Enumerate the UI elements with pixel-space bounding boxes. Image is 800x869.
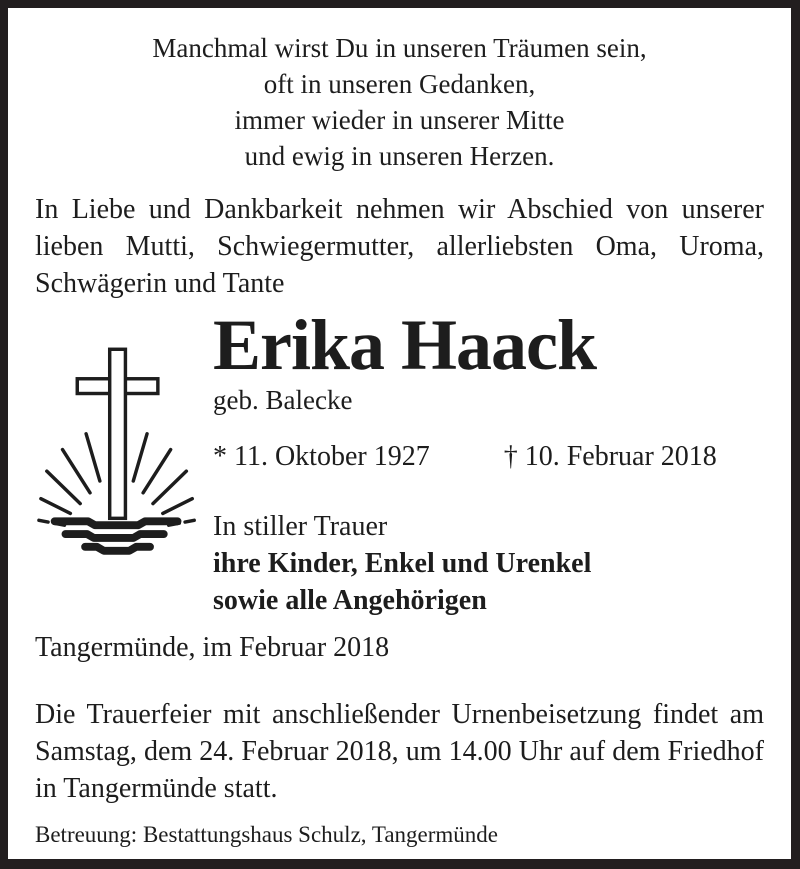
memorial-section	[35, 305, 764, 616]
mourners-line: sowie alle Angehörigen	[213, 585, 487, 616]
birth-date: * 11. Oktober 1927	[213, 441, 430, 472]
deceased-block	[213, 305, 764, 619]
intro-paragraph: In Liebe und Dankbarkeit nehmen wir Abschied von unserer lieben Mutti, Schwiegermutter, allerliebsten Oma, Uroma, Schwägerin und Tante	[35, 194, 764, 299]
ceremony-paragraph: Die Trauerfeier mit anschließender Urnenbeisetzung findet am Samstag, dem 24. Februar 2018, um 14.00 Uhr auf dem Friedhof in Tangermünde statt.	[35, 699, 764, 804]
cross-with-rays-icon	[35, 344, 207, 558]
poem-line: oft in unseren Gedanken,	[263, 69, 536, 99]
maiden-name: geb. Balecke	[213, 385, 353, 415]
poem-line: und ewig in unseren Herzen.	[244, 141, 555, 171]
place-and-date: Tangermünde, im Februar 2018	[35, 632, 390, 663]
poem	[35, 30, 764, 174]
life-dates	[213, 441, 764, 473]
poem-line: Manchmal wirst Du in unseren Träumen sein,	[152, 33, 647, 63]
mourning-intro: In stiller Trauer	[213, 511, 388, 542]
poem-line: immer wieder in unserer Mitte	[234, 105, 565, 135]
death-date: † 10. Februar 2018	[503, 441, 717, 472]
funeral-home-line: Betreuung: Bestattungshaus Schulz, Tangermünde	[35, 822, 498, 847]
mourners-line: ihre Kinder, Enkel und Urenkel	[213, 548, 592, 579]
deceased-name: Erika Haack	[213, 305, 597, 385]
